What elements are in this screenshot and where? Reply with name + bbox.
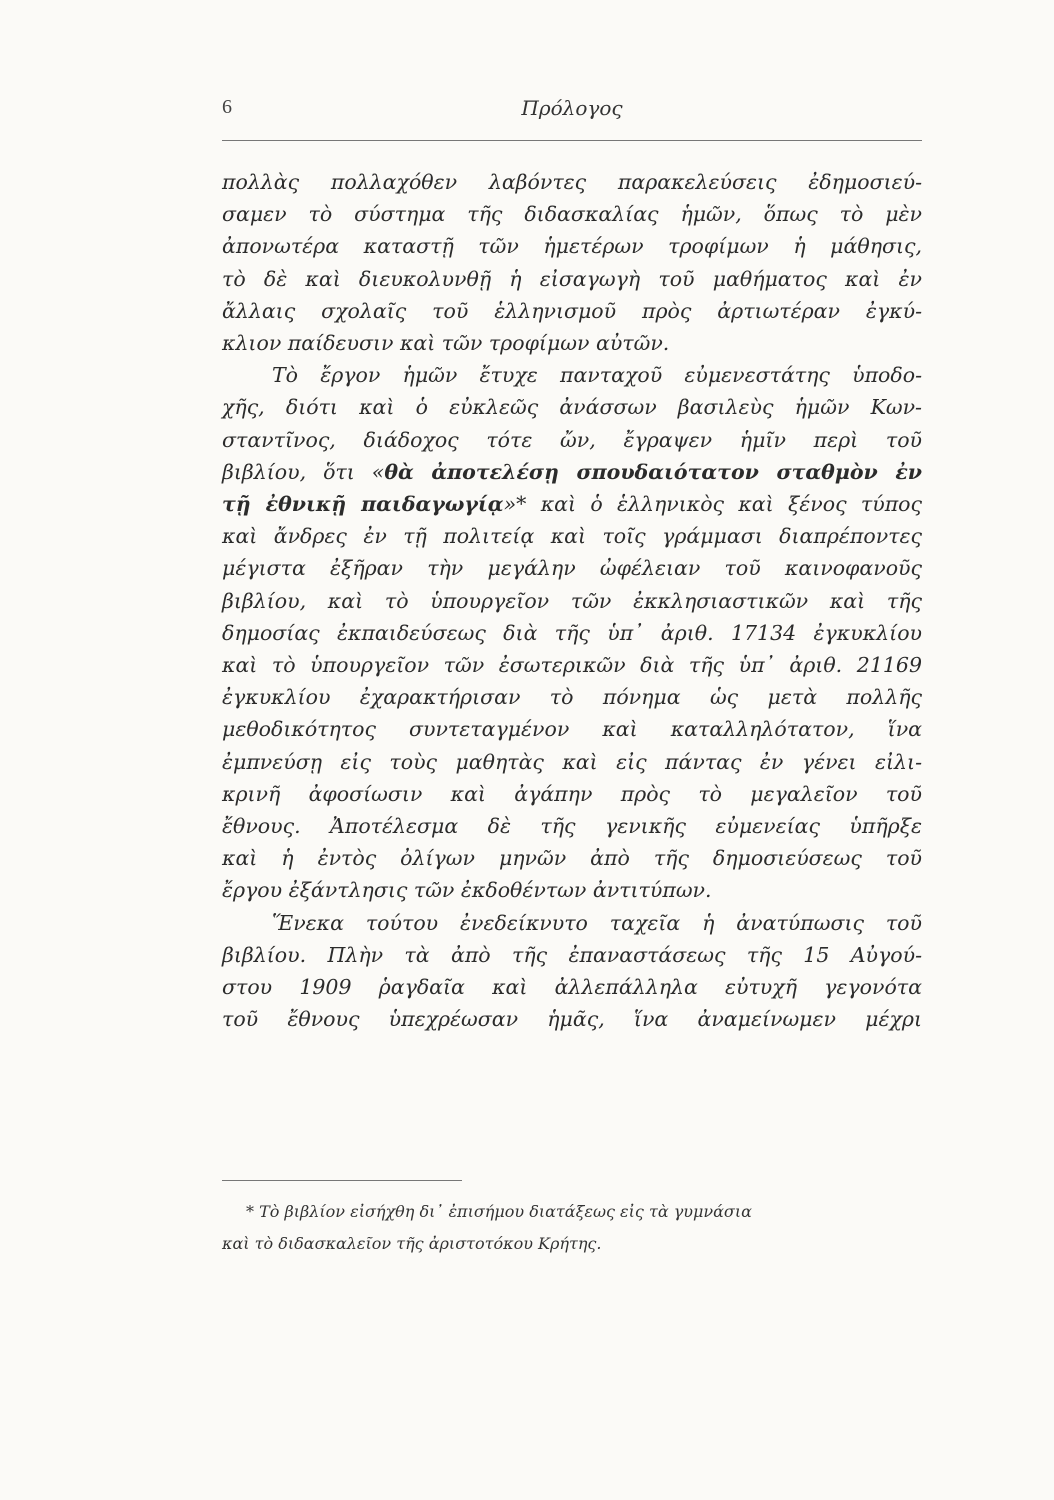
quote-emphasis: θὰ ἀποτελέσῃ σπουδαιότατον σταθμὸν ἐν <box>384 459 923 484</box>
text-line: καὶ ἡ ἐντὸς ὀλίγων μηνῶν ἀπὸ τῆς δημοσιεύσεως τοῦ <box>222 846 922 871</box>
text-line: κρινῆ ἀφοσίωσιν καὶ ἀγάπην πρὸς τὸ μεγαλεῖον τοῦ <box>222 781 922 806</box>
footnote <box>222 1196 922 1260</box>
text-line: μέγιστα ἐξῆραν τὴν μεγάλην ὠφέλειαν τοῦ καινοφανοῦς <box>222 556 922 581</box>
quote-emphasis: τῇ ἐθνικῇ παιδαγωγίᾳ <box>222 492 504 517</box>
text-line: βιβλίου, καὶ τὸ ὑπουργεῖον τῶν ἐκκλησιαστικῶν καὶ τῆς <box>222 588 922 613</box>
text-line: ἀπονωτέρα καταστῇ τῶν ἡμετέρων τροφίμων ἡ μάθησις, <box>222 234 922 259</box>
text-line: καὶ τὸ ὑπουργεῖον τῶν ἐσωτερικῶν διὰ τῆς ὑπ᾽ ἀριθ. 21169 <box>222 653 922 678</box>
header-rule <box>222 140 922 141</box>
running-title: Πρόλογος <box>521 96 623 120</box>
page-header <box>222 96 922 136</box>
page-number: 6 <box>222 96 232 118</box>
text-line: τοῦ ἔθνους ὑπεχρέωσαν ἡμᾶς, ἵνα ἀναμείνωμεν μέχρι <box>222 1007 922 1032</box>
text-line: χῆς, διότι καὶ ὁ εὐκλεῶς ἀνάσσων βασιλεὺς ἡμῶν Κων- <box>222 395 922 420</box>
text-line: ἄλλαις σχολαῖς τοῦ ἑλληνισμοῦ πρὸς ἀρτιωτέραν ἐγκύ- <box>222 298 922 323</box>
text-line: πολλὰς πολλαχόθεν λαβόντες παρακελεύσεις ἐδημοσιεύ- <box>222 170 922 194</box>
footnote-rule <box>222 1180 462 1181</box>
footnote-line: καὶ τὸ διδασκαλεῖον τῆς ἀριστοτόκου Κρήτης. <box>222 1234 602 1253</box>
text-line: σαμεν τὸ σύστημα τῆς διδασκαλίας ἡμῶν, ὅπως τὸ μὲν <box>222 202 922 227</box>
text-segment: »* καὶ ὁ ἑλληνικὸς καὶ ξένος τύπος <box>503 492 923 517</box>
footnote-line: * Τὸ βιβλίον εἰσήχθη δι᾽ ἐπισήμου διατάξεως εἰς τὰ γυμνάσια <box>246 1202 752 1221</box>
text-line-quote-start <box>222 456 922 488</box>
text-line: κλιον παίδευσιν καὶ τῶν τροφίμων αὐτῶν. <box>222 331 670 356</box>
body-text <box>222 166 922 1035</box>
paragraph-start-line: Τὸ ἔργον ἡμῶν ἔτυχε πανταχοῦ εὐμενεστάτης ὑποδο- <box>272 363 922 388</box>
text-line: μεθοδικότητος συντεταγμένον καὶ καταλληλότατον, ἵνα <box>222 717 922 742</box>
text-line: ἐγκυκλίου ἐχαρακτήρισαν τὸ πόνημα ὡς μετὰ πολλῆς <box>222 685 922 710</box>
text-line-quote-end <box>222 488 922 520</box>
text-line: στου 1909 ῥαγδαῖα καὶ ἀλλεπάλληλα εὐτυχῆ γεγονότα <box>222 975 922 1000</box>
text-line: ἐμπνεύσῃ εἰς τοὺς μαθητὰς καὶ εἰς πάντας ἐν γένει εἰλι- <box>222 749 922 774</box>
text-line: βιβλίου. Πλὴν τὰ ἀπὸ τῆς ἐπαναστάσεως τῆς 15 Αὐγού- <box>222 942 922 967</box>
text-line: τὸ δὲ καὶ διευκολυνθῇ ἡ εἰσαγωγὴ τοῦ μαθήματος καὶ ἐν <box>222 266 922 291</box>
text-line: ἔργου ἐξάντλησις τῶν ἐκδοθέντων ἀντιτύπων. <box>222 878 712 903</box>
text-line: σταντῖνος, διάδοχος τότε ὤν, ἔγραψεν ἡμῖν περὶ τοῦ <box>222 427 922 452</box>
text-line: δημοσίας ἐκπαιδεύσεως διὰ τῆς ὑπ᾽ ἀριθ. 17134 ἐγκυκλίου <box>222 620 922 645</box>
paragraph-start-line: Ἕνεκα τούτου ἐνεδείκνυτο ταχεῖα ἡ ἀνατύπωσις τοῦ <box>272 910 922 935</box>
text-segment: βιβλίου, ὅτι « <box>222 459 385 484</box>
text-line: ἔθνους. Ἀποτέλεσμα δὲ τῆς γενικῆς εὐμενείας ὑπῆρξε <box>222 814 922 839</box>
text-line: καὶ ἄνδρες ἐν τῇ πολιτείᾳ καὶ τοῖς γράμμασι διαπρέποντες <box>222 524 922 549</box>
